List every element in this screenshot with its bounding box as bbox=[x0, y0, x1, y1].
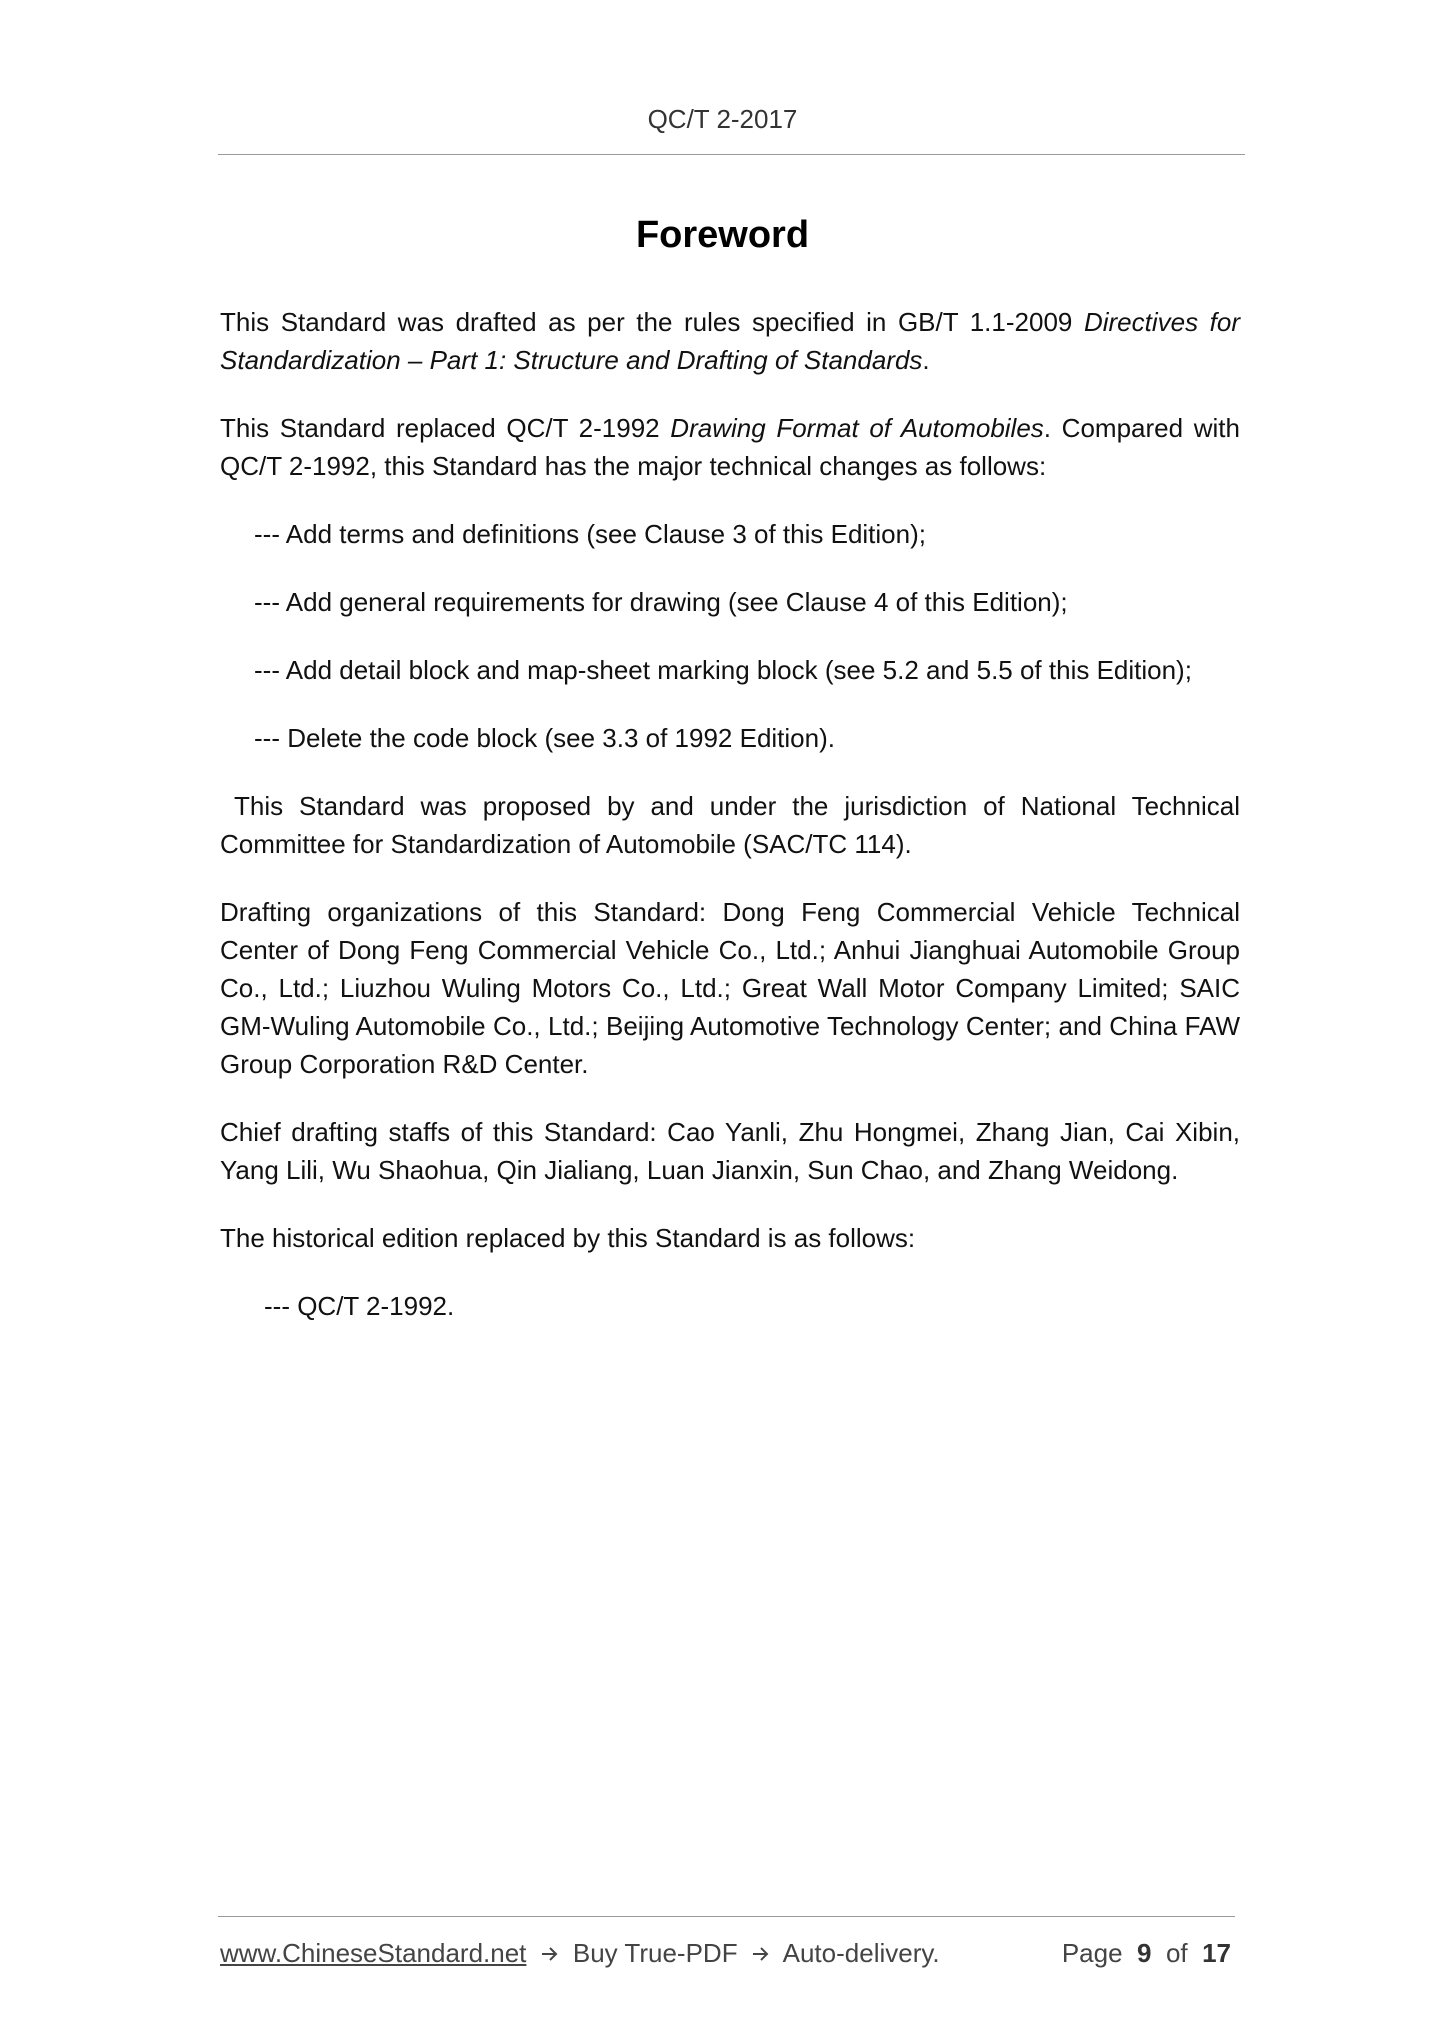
change-item: --- Add detail block and map-sheet marking block (see 5.2 and 5.5 of this Edition); bbox=[254, 655, 1192, 685]
paragraph-jurisdiction: This Standard was proposed by and under the jurisdiction of National Technical Committee for Standardization of Automobile (SAC/TC 114). bbox=[220, 791, 1240, 859]
paragraph-historical-edition: The historical edition replaced by this Standard is as follows: bbox=[220, 1223, 916, 1253]
right-arrow-icon bbox=[540, 1944, 560, 1964]
page-number: Page 9 of 17 bbox=[1061, 1938, 1231, 1968]
change-item: --- Add terms and definitions (see Clause 3 of this Edition); bbox=[254, 519, 926, 549]
paragraph-drafting-staff: Chief drafting staffs of this Standard: Cao Yanli, Zhu Hongmei, Zhang Jian, Cai Xibin, Yang Lili, Wu Shaohua, Qin Jialiang, Luan Jianxin, Sun Chao, and Zhang Weidong. bbox=[220, 1117, 1240, 1185]
change-item: --- Add general requirements for drawing (see Clause 4 of this Edition); bbox=[254, 587, 1068, 617]
paragraph-drafting-rules: This Standard was drafted as per the rules specified in GB/T 1.1-2009 Directives for Standardization – Part 1: Structure and Drafting of Standards. bbox=[220, 307, 1240, 375]
page-header-doc-code: QC/T 2-2017 bbox=[647, 104, 798, 134]
total-pages: 17 bbox=[1202, 1938, 1231, 1968]
historical-edition-item: --- QC/T 2-1992. bbox=[264, 1291, 455, 1321]
footer-promo bbox=[220, 1938, 940, 1969]
header-divider bbox=[218, 154, 1245, 155]
paragraph-drafting-organizations: Drafting organizations of this Standard: Dong Feng Commercial Vehicle Technical Center of Dong Feng Commercial Vehicle Co., Ltd.; Anhui Jianghuai Automobile Group Co., Ltd.; Liuzhou Wuling Motors Co., Ltd.; Great Wall Motor Company Limited; SAIC GM-Wuling Automobile Co., Ltd.; Beijing Automotive Technology Center; and China FAW Group Corporation R&D Center. bbox=[220, 897, 1240, 1079]
site-link[interactable]: www.ChineseStandard.net bbox=[220, 1938, 527, 1968]
directive-title: Directives for Standardization – Part 1: Structure and Drafting of Standards bbox=[220, 307, 1240, 375]
page-title: Foreword bbox=[635, 214, 810, 256]
current-page: 9 bbox=[1137, 1938, 1152, 1968]
replaced-standard-title: Drawing Format of Automobiles bbox=[670, 413, 1044, 443]
footer-divider bbox=[218, 1916, 1235, 1917]
document-body bbox=[220, 303, 1240, 1355]
buy-true-pdf-text: Buy True-PDF bbox=[572, 1938, 738, 1968]
change-item: --- Delete the code block (see 3.3 of 1992 Edition). bbox=[254, 723, 835, 753]
right-arrow-icon bbox=[751, 1944, 771, 1964]
auto-delivery-text: Auto-delivery. bbox=[782, 1938, 940, 1968]
paragraph-replacement: This Standard replaced QC/T 2-1992 Drawing Format of Automobiles. Compared with QC/T 2-1992, this Standard has the major technical changes as follows: bbox=[220, 413, 1240, 481]
